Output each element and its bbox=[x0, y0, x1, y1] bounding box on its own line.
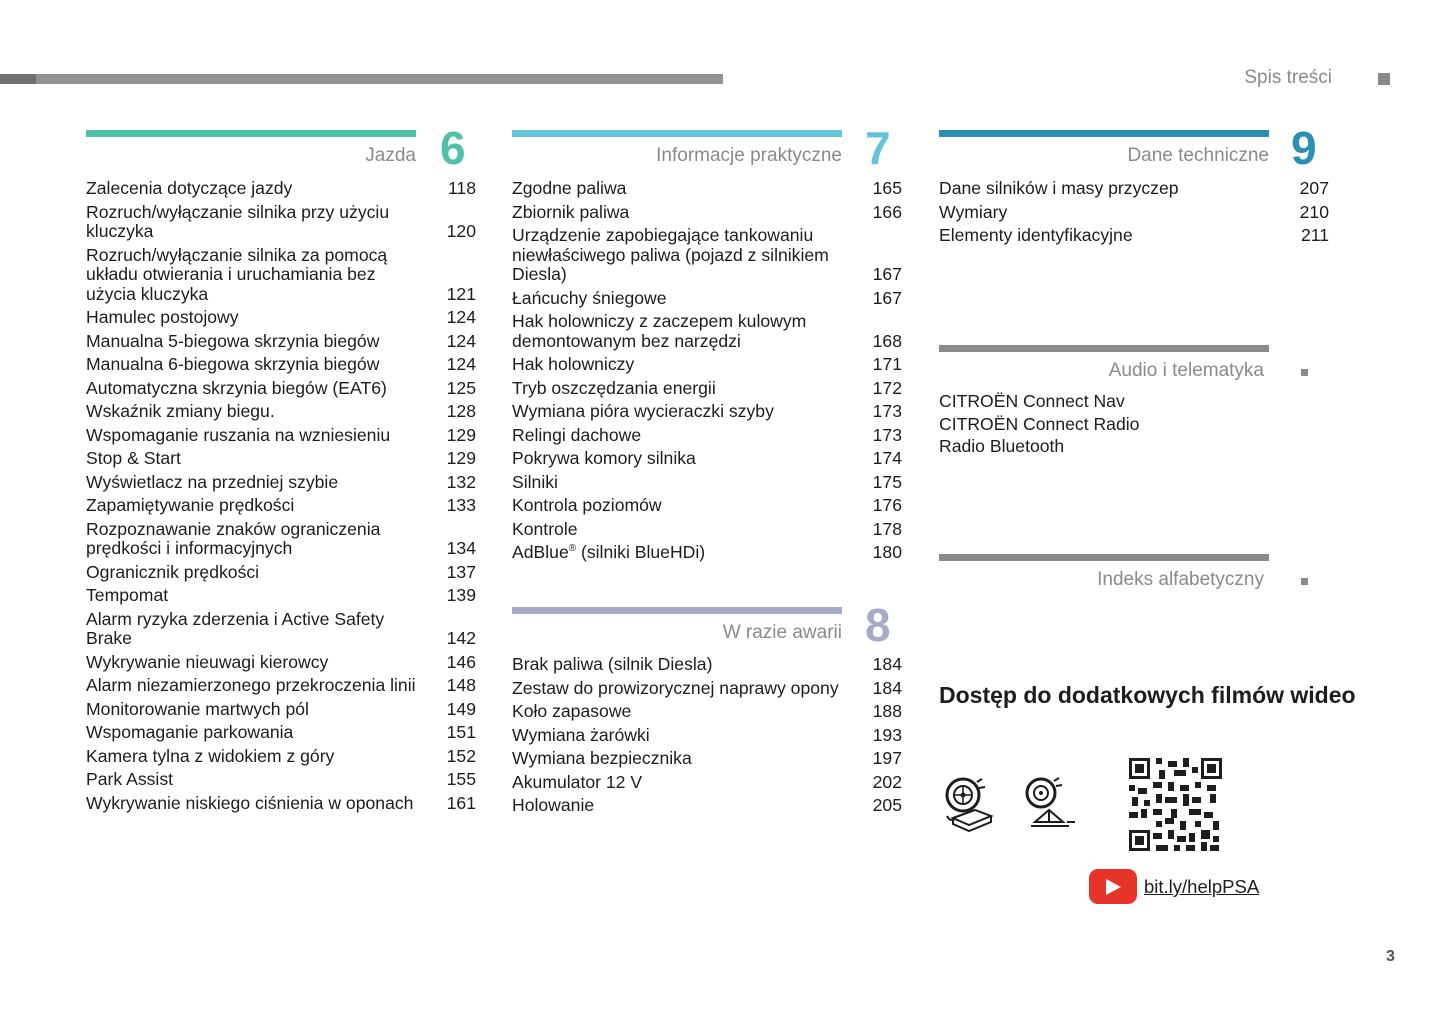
section-title: Jazda bbox=[365, 145, 416, 166]
toc-entry-page: 134 bbox=[446, 538, 476, 558]
toc-entry-page: 167 bbox=[872, 264, 902, 284]
toc-entry-title: Wymiana żarówki bbox=[512, 724, 650, 745]
toc-entry[interactable] bbox=[939, 203, 1329, 223]
spare-wheel-jack-icon bbox=[1023, 776, 1077, 832]
video-section-title: Dostęp do dodatkowych filmów wideo bbox=[939, 682, 1356, 708]
toc-entry[interactable] bbox=[512, 203, 902, 223]
toc-entry-title: Silniki bbox=[512, 471, 558, 492]
section-bar bbox=[512, 130, 842, 137]
toc-entry-page: 197 bbox=[872, 748, 902, 768]
audio-entry[interactable]: CITROËN Connect Nav bbox=[939, 391, 1125, 411]
toc-entry-page: 149 bbox=[446, 698, 476, 719]
toc-entry-title: Koło zapasowe bbox=[512, 701, 632, 721]
toc-list-dane bbox=[939, 179, 1329, 250]
section-title: W razie awarii bbox=[722, 622, 842, 643]
toc-entry-title: Wymiary bbox=[939, 201, 1008, 222]
toc-entry[interactable] bbox=[512, 289, 902, 309]
toc-entry-page: 184 bbox=[872, 654, 902, 674]
toc-entry[interactable] bbox=[86, 355, 476, 375]
header-square-marker bbox=[1378, 73, 1390, 85]
toc-entry[interactable] bbox=[939, 226, 1329, 246]
toc-entry-title: Alarm niezamierzonego przekroczenia linii bbox=[86, 675, 416, 695]
toc-entry-page: 151 bbox=[446, 722, 476, 742]
toc-entry-title: Rozruch/wyłączanie silnika za pomocą układu otwierania i uruchamiania bez użycia kluczyka bbox=[86, 244, 388, 304]
section-number: 8 bbox=[865, 599, 891, 651]
toc-entry-page: 207 bbox=[1299, 178, 1329, 198]
toc-entry[interactable] bbox=[512, 496, 902, 516]
section-number: 7 bbox=[865, 122, 891, 174]
toc-entry-title: Wspomaganie ruszania na wzniesieniu bbox=[86, 424, 391, 445]
toc-entry-page: 152 bbox=[446, 745, 476, 766]
toc-entry[interactable] bbox=[512, 179, 902, 199]
toc-entry[interactable] bbox=[512, 426, 902, 446]
toc-entry[interactable] bbox=[512, 543, 902, 563]
tire-repair-kit-icon bbox=[943, 776, 995, 834]
section-title: Dane techniczne bbox=[1127, 145, 1269, 166]
toc-entry[interactable] bbox=[86, 610, 476, 649]
toc-entry-title: Urządzenie zapobiegające tankowaniu niewłaściwego paliwa (pojazd z silnikiem Diesla) bbox=[512, 225, 829, 284]
section-bar bbox=[939, 345, 1269, 352]
toc-entry-title: Tryb oszczędzania energii bbox=[512, 377, 716, 398]
toc-entry-title: Kontrola poziomów bbox=[512, 495, 662, 515]
toc-entry[interactable] bbox=[939, 179, 1329, 199]
toc-entry[interactable] bbox=[86, 520, 476, 559]
toc-entry[interactable] bbox=[86, 747, 476, 767]
toc-entry-page: 210 bbox=[1299, 201, 1329, 222]
toc-entry-page: 124 bbox=[446, 354, 476, 374]
toc-entry-title: Alarm ryzyka zderzenia i Active Safety Brake bbox=[86, 608, 385, 648]
toc-entry-page: 129 bbox=[446, 424, 476, 445]
qr-code[interactable] bbox=[1129, 758, 1222, 851]
toc-entry-page: 172 bbox=[872, 377, 902, 398]
section-title: Indeks alfabetyczny bbox=[1097, 569, 1264, 590]
toc-entry-title: Kamera tylna z widokiem z góry bbox=[86, 745, 335, 766]
toc-entry-page: 148 bbox=[446, 675, 476, 695]
toc-entry[interactable] bbox=[86, 203, 476, 242]
toc-entry-page: 165 bbox=[872, 178, 902, 198]
toc-entry-page: 202 bbox=[872, 771, 902, 792]
toc-entry[interactable] bbox=[86, 332, 476, 352]
toc-entry-page: 167 bbox=[872, 287, 902, 308]
toc-entry[interactable] bbox=[512, 449, 902, 469]
toc-entry-title: Stop & Start bbox=[86, 448, 181, 468]
toc-entry[interactable] bbox=[86, 449, 476, 469]
toc-entry-title: Akumulator 12 V bbox=[512, 771, 643, 792]
toc-entry[interactable] bbox=[86, 770, 476, 790]
toc-list-awarie bbox=[512, 655, 902, 820]
audio-entry[interactable]: Radio Bluetooth bbox=[939, 436, 1065, 456]
video-link[interactable]: bit.ly/helpPSA bbox=[1144, 876, 1260, 897]
toc-entry[interactable] bbox=[512, 473, 902, 493]
toc-entry[interactable] bbox=[86, 723, 476, 743]
toc-entry-page: 137 bbox=[446, 561, 476, 582]
toc-entry-page: 155 bbox=[446, 769, 476, 789]
toc-entry-title: Wymiana pióra wycieraczki szyby bbox=[512, 401, 774, 421]
toc-entry[interactable] bbox=[86, 473, 476, 493]
toc-entry[interactable] bbox=[512, 702, 902, 722]
section-bar bbox=[939, 554, 1269, 561]
toc-entry[interactable] bbox=[86, 246, 476, 305]
toc-entry[interactable] bbox=[86, 426, 476, 446]
toc-entry-page: 118 bbox=[447, 178, 476, 198]
toc-entry-title: Manualna 6-biegowa skrzynia biegów bbox=[86, 354, 380, 374]
toc-entry-page: 205 bbox=[872, 795, 902, 815]
toc-entry-page: 139 bbox=[446, 585, 476, 605]
toc-entry-page: 124 bbox=[446, 330, 476, 351]
toc-entry-page: 188 bbox=[872, 701, 902, 721]
toc-entry-title: Elementy identyfikacyjne bbox=[939, 225, 1133, 245]
header-bar bbox=[0, 74, 723, 84]
toc-entry-page: 174 bbox=[872, 448, 902, 468]
toc-entry[interactable] bbox=[512, 749, 902, 769]
toc-entry-page: 120 bbox=[446, 221, 476, 241]
toc-entry-title: Ogranicznik prędkości bbox=[86, 561, 260, 582]
section-bar bbox=[86, 130, 416, 137]
toc-entry-page: 132 bbox=[446, 471, 476, 492]
audio-entry[interactable]: CITROËN Connect Radio bbox=[939, 413, 1140, 434]
toc-entry-page: 133 bbox=[446, 495, 476, 515]
toc-entry-title: Park Assist bbox=[86, 769, 174, 789]
toc-list-jazda bbox=[86, 179, 476, 817]
toc-entry-page: 173 bbox=[872, 401, 902, 421]
toc-entry-title: Automatyczna skrzynia biegów (EAT6) bbox=[86, 377, 387, 398]
toc-entry-page: 128 bbox=[446, 401, 476, 421]
toc-entry-title: Wykrywanie nieuwagi kierowcy bbox=[86, 651, 329, 672]
toc-entry-title: Kontrole bbox=[512, 518, 578, 539]
toc-entry-page: 180 bbox=[872, 542, 902, 562]
toc-entry-title: Zestaw do prowizorycznej naprawy opony bbox=[512, 677, 839, 698]
toc-entry-page: 193 bbox=[872, 724, 902, 745]
section-square-marker bbox=[1301, 369, 1308, 376]
toc-entry-page: 161 bbox=[446, 792, 476, 813]
section-bar bbox=[512, 607, 842, 614]
toc-entry-title: Zapamiętywanie prędkości bbox=[86, 495, 295, 515]
toc-entry-page: 175 bbox=[872, 471, 902, 492]
toc-entry-title: Hak holowniczy bbox=[512, 354, 635, 374]
toc-entry-title: Wspomaganie parkowania bbox=[86, 722, 294, 742]
toc-entry[interactable] bbox=[86, 402, 476, 422]
toc-entry-title: Monitorowanie martwych pól bbox=[86, 698, 309, 719]
youtube-icon[interactable] bbox=[1089, 869, 1137, 904]
toc-entry[interactable] bbox=[512, 379, 902, 399]
toc-entry[interactable] bbox=[86, 179, 476, 199]
toc-entry[interactable] bbox=[86, 700, 476, 720]
toc-entry-title: Brak paliwa (silnik Diesla) bbox=[512, 654, 713, 674]
toc-entry[interactable] bbox=[512, 402, 902, 422]
toc-entry[interactable] bbox=[512, 355, 902, 375]
toc-entry-title: Zgodne paliwa bbox=[512, 178, 627, 198]
page-header-title: Spis treści bbox=[1244, 67, 1332, 88]
toc-entry[interactable] bbox=[512, 520, 902, 540]
toc-entry-title: Zalecenia dotyczące jazdy bbox=[86, 178, 293, 198]
toc-entry-title: Relingi dachowe bbox=[512, 424, 642, 445]
section-number: 9 bbox=[1291, 122, 1317, 174]
toc-entry[interactable] bbox=[86, 379, 476, 399]
toc-entry[interactable] bbox=[86, 586, 476, 606]
toc-entry-title: Hamulec postojowy bbox=[86, 307, 239, 327]
toc-entry-page: 142 bbox=[446, 628, 476, 648]
toc-entry[interactable] bbox=[86, 676, 476, 696]
toc-entry[interactable] bbox=[86, 653, 476, 673]
toc-entry-title: Hak holowniczy z zaczepem kulowym demontowanym bez narzędzi bbox=[512, 311, 807, 351]
toc-entry[interactable] bbox=[86, 794, 476, 814]
toc-entry-page: 166 bbox=[872, 201, 902, 222]
section-bar bbox=[939, 130, 1269, 137]
toc-entry-title: Zbiornik paliwa bbox=[512, 201, 630, 222]
toc-entry[interactable] bbox=[512, 226, 902, 285]
toc-entry-page: 121 bbox=[446, 283, 476, 304]
toc-entry[interactable] bbox=[86, 308, 476, 328]
toc-entry-page: 176 bbox=[872, 495, 902, 515]
toc-entry-page: 173 bbox=[872, 424, 902, 445]
toc-entry-title: Rozruch/wyłączanie silnika przy użyciu kluczyka bbox=[86, 201, 390, 241]
toc-entry-title: Wskaźnik zmiany biegu. bbox=[86, 401, 275, 421]
section-number: 6 bbox=[440, 122, 466, 174]
section-square-marker bbox=[1301, 578, 1308, 585]
toc-entry-title: Manualna 5-biegowa skrzynia biegów bbox=[86, 330, 380, 351]
toc-entry-page: 129 bbox=[446, 448, 476, 468]
toc-entry-title: Wyświetlacz na przedniej szybie bbox=[86, 471, 339, 492]
toc-entry[interactable] bbox=[512, 773, 902, 793]
section-title: Audio i telematyka bbox=[1108, 360, 1264, 381]
toc-entry-page: 146 bbox=[446, 651, 476, 672]
toc-entry-page: 124 bbox=[446, 307, 476, 327]
toc-entry[interactable] bbox=[512, 679, 902, 699]
toc-entry[interactable] bbox=[512, 655, 902, 675]
toc-entry-title: Holowanie bbox=[512, 795, 595, 815]
toc-entry[interactable] bbox=[512, 726, 902, 746]
toc-entry-page: 171 bbox=[872, 354, 902, 374]
toc-entry[interactable] bbox=[86, 563, 476, 583]
toc-entry-title: Pokrywa komory silnika bbox=[512, 448, 696, 468]
toc-entry-title: Tempomat bbox=[86, 585, 169, 605]
audio-list bbox=[939, 390, 1139, 458]
toc-entry[interactable] bbox=[512, 796, 902, 816]
toc-entry-title: AdBlue® (silniki BlueHDi) bbox=[512, 542, 706, 562]
toc-entry-title: Rozpoznawanie znaków ograniczenia prędkości i informacyjnych bbox=[86, 518, 381, 558]
toc-entry-page: 211 bbox=[1300, 225, 1329, 245]
toc-entry-page: 168 bbox=[872, 330, 902, 351]
toc-entry-page: 184 bbox=[872, 677, 902, 698]
toc-entry-title: Wykrywanie niskiego ciśnienia w oponach bbox=[86, 792, 414, 813]
toc-list-info bbox=[512, 179, 902, 567]
toc-entry-page: 178 bbox=[872, 518, 902, 539]
section-title: Informacje praktyczne bbox=[656, 145, 842, 166]
toc-entry-title: Wymiana bezpiecznika bbox=[512, 748, 692, 768]
toc-entry[interactable] bbox=[512, 312, 902, 351]
toc-entry-title: Dane silników i masy przyczep bbox=[939, 178, 1179, 198]
header-bar-accent bbox=[0, 74, 36, 84]
page-number: 3 bbox=[1386, 948, 1395, 965]
toc-entry-title: Łańcuchy śniegowe bbox=[512, 287, 667, 308]
toc-entry-page: 125 bbox=[446, 377, 476, 398]
toc-entry[interactable] bbox=[86, 496, 476, 516]
